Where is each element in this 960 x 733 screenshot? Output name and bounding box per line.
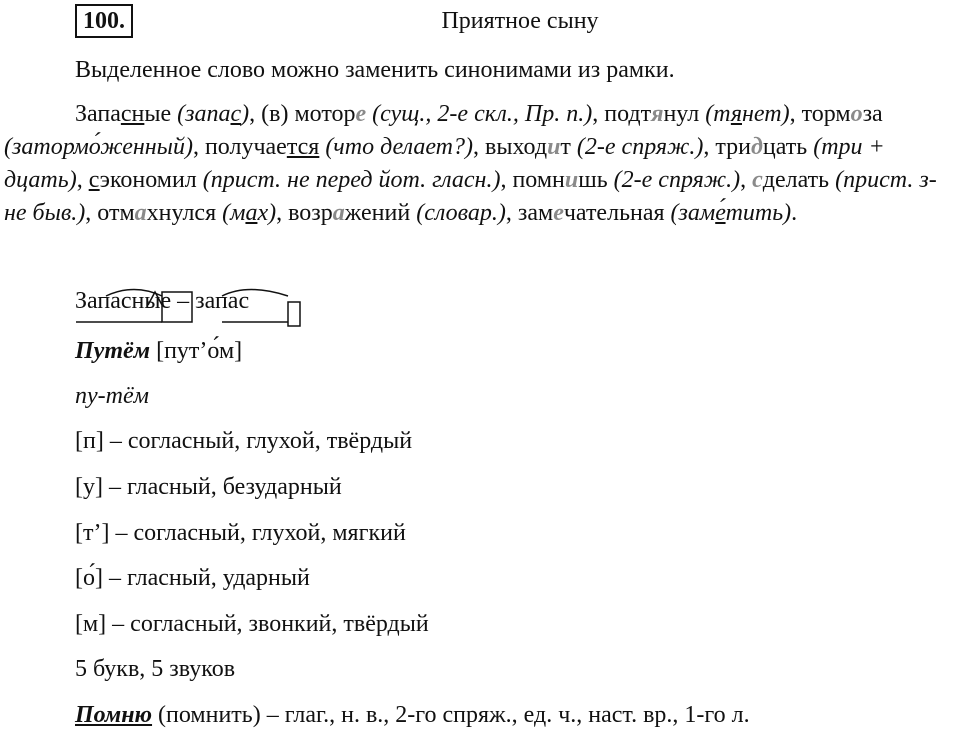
- sound-line: [м] – согласный, звонкий, твёрдый: [75, 611, 429, 637]
- paragraph-segment: , (в) мотор: [249, 101, 356, 127]
- paragraph-segment: нет): [742, 101, 790, 127]
- paragraph-segment: , отм: [85, 200, 135, 226]
- paragraph-segment: д: [751, 134, 763, 160]
- paragraph-segment: , три: [703, 134, 751, 160]
- paragraph-segment: (2-е спряж.): [613, 167, 741, 193]
- paragraph-segment: , зам: [505, 200, 554, 226]
- paragraph-segment: за: [862, 101, 883, 127]
- paragraph-segment: .: [791, 200, 798, 226]
- paragraph-segment: тся: [286, 134, 320, 160]
- paragraph-segment: (словар.): [416, 200, 506, 226]
- paragraph-segment: (сущ., 2-е скл., Пр. п.): [372, 101, 593, 127]
- zero-ending-box: [288, 302, 300, 326]
- syllables: пу-тём: [75, 383, 149, 409]
- morph-dash: –: [171, 288, 196, 314]
- paragraph-segment: , подт: [592, 101, 652, 127]
- paragraph-segment: е́: [715, 200, 726, 226]
- paragraph-segment: , торм: [789, 101, 851, 127]
- paragraph-segment: а: [332, 200, 345, 226]
- intro-text: Выделенное слово можно заменить синонимами из рамки.: [75, 57, 675, 83]
- phonetic-transcription: [пут’о́м]: [150, 338, 243, 364]
- sound-line: [п] – согласный, глухой, твёрдый: [75, 428, 413, 454]
- paragraph-segment: нул: [663, 101, 706, 127]
- letters-sounds-summary: 5 букв, 5 звуков: [75, 656, 236, 682]
- paragraph-segment: шь: [578, 167, 614, 193]
- paragraph-segment: (три + дцать): [4, 134, 885, 193]
- morph-word-1: Запасные: [75, 288, 172, 314]
- paragraph-segment: , возр: [276, 200, 333, 226]
- paragraph-segment: сн: [120, 101, 145, 127]
- paragraph-segment: экономил: [99, 167, 203, 193]
- paragraph-segment: тить): [725, 200, 792, 226]
- paragraph-segment: хнулся: [146, 200, 223, 226]
- paragraph-segment: , помн: [500, 167, 565, 193]
- paragraph-segment: Запа: [75, 101, 121, 127]
- paragraph-segment: и: [564, 167, 579, 193]
- paragraph-segment: (прист. з- не быв.): [4, 167, 937, 226]
- paragraph-segment: я: [730, 101, 742, 127]
- exercise-number: 100.: [75, 4, 133, 38]
- paragraph-segment: я: [651, 101, 664, 127]
- paragraph-segment: (затормо́женный): [4, 134, 193, 160]
- paragraph-segment: , выход: [473, 134, 548, 160]
- paragraph-segment: с: [752, 167, 763, 193]
- morph-analysis: [75, 702, 750, 729]
- paragraph-segment: жений: [344, 200, 417, 226]
- sound-line: [т’] – согласный, глухой, мягкий: [75, 520, 406, 546]
- paragraph-segment: а: [245, 200, 258, 226]
- paragraph-segment: (что делает?): [325, 134, 473, 160]
- sound-line: [о́] – гласный, ударный: [75, 565, 310, 591]
- paragraph-segment: с: [230, 101, 242, 127]
- root-arc-2: [222, 290, 288, 297]
- paragraph-segment: (зам: [670, 200, 716, 226]
- paragraph-segment: , получае: [192, 134, 287, 160]
- paragraph-segment: о: [850, 101, 863, 127]
- paragraph-segment: (запа: [177, 101, 231, 127]
- paragraph-segment: ): [241, 101, 250, 127]
- paragraph-segment: и: [547, 134, 561, 160]
- paragraph-segment: (т: [705, 101, 731, 127]
- phonetic-word: Путём: [75, 338, 151, 364]
- paragraph-segment: е: [355, 101, 367, 127]
- paragraph-segment: (прист. не перед йот. гласн.): [202, 167, 501, 193]
- paragraph-segment: (м: [222, 200, 246, 226]
- page-title: Приятное сыну: [441, 8, 599, 34]
- ending-box-1: [162, 292, 192, 322]
- paragraph-segment: ,: [740, 167, 753, 193]
- analysis-text: (помнить) – глаг., н. в., 2-го спряж., ед. ч., наст. вр., 1-го л.: [152, 702, 750, 728]
- sound-line: [у] – гласный, безударный: [75, 474, 342, 500]
- paragraph-segment: е: [553, 200, 564, 226]
- paragraph-segment: х): [257, 200, 277, 226]
- morph-word-2: запас: [195, 288, 250, 314]
- paragraph-segment: с: [88, 167, 100, 193]
- paragraph-segment: цать: [762, 134, 814, 160]
- paragraph-segment: ,: [76, 167, 89, 193]
- phonetic-heading: [75, 338, 242, 365]
- paragraph-segment: чательная: [563, 200, 671, 226]
- paragraph-segment: а: [134, 200, 147, 226]
- paragraph-segment: ые: [144, 101, 178, 127]
- paragraph-segment: т: [560, 134, 577, 160]
- analysis-word: Помню: [75, 702, 153, 728]
- paragraph-segment: делать: [762, 167, 836, 193]
- paragraph-segment: (2-е спряж.): [576, 134, 704, 160]
